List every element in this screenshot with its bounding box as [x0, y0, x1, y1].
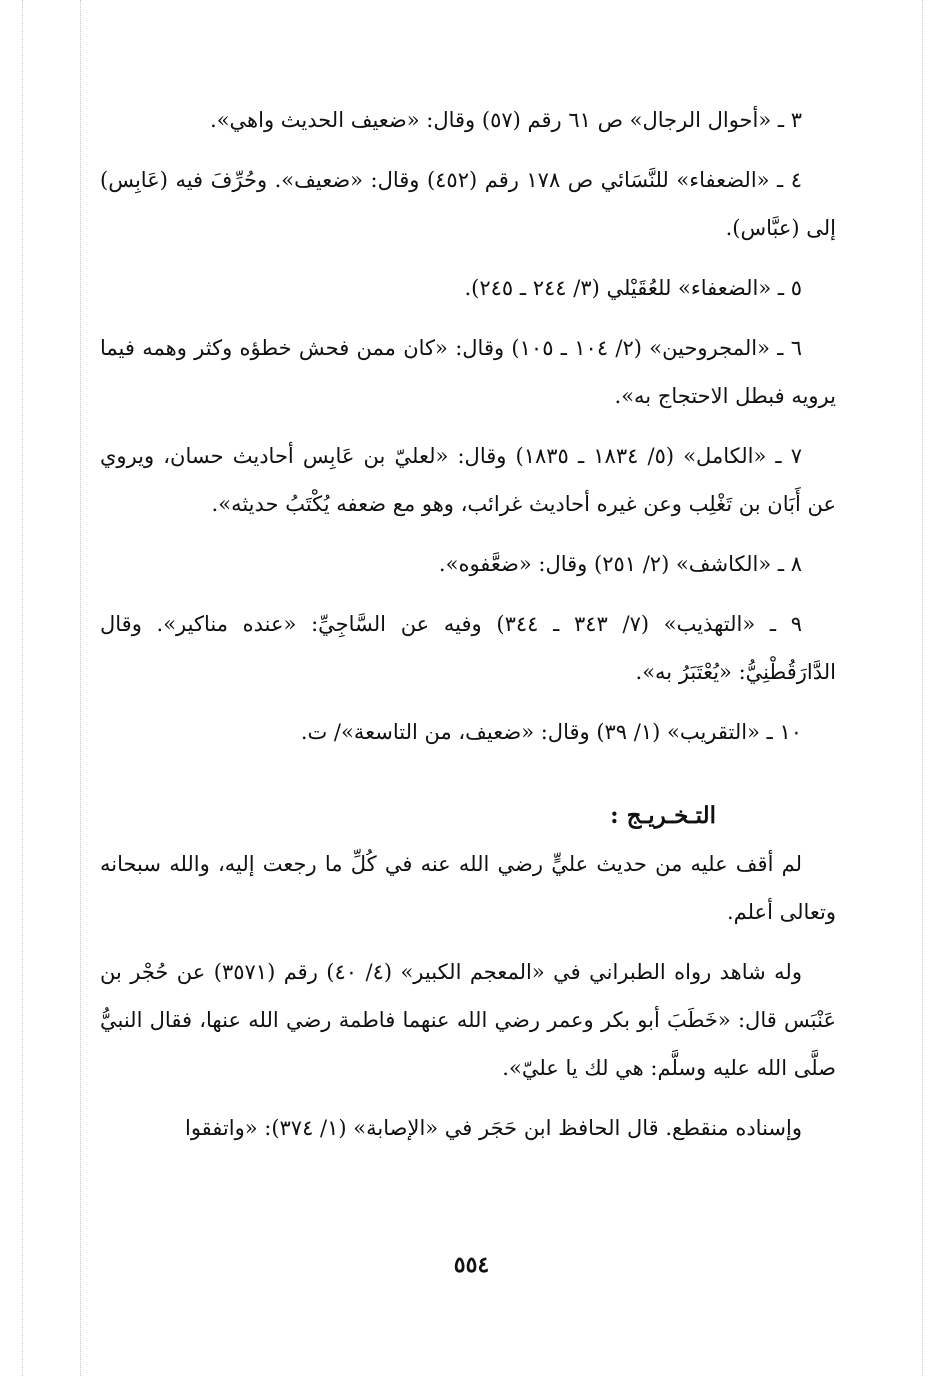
- takhrij-paragraph: وله شاهد رواه الطبراني في «المعجم الكبير» (٤/ ٤٠) رقم (٣٥٧١) عن حُجْر بن عَنْبَس قال: «خَطَبَ أبو بكر وعمر رضي الله عنهما فاطمة رضي الله عنها، فقال النبيُّ صلَّى الله عليه وسلَّم: هي لك يا عليّ».: [100, 960, 836, 1080]
- reference-item: ٤ ـ «الضعفاء» للنَّسَائي ص ١٧٨ رقم (٤٥٢) وقال: «ضعيف». وحُرِّفَ فيه (عَابِس) إلى (عبَّاس).: [100, 168, 836, 240]
- page-number: ٥٥٤: [453, 1252, 490, 1278]
- page-guide-line: [922, 0, 923, 1376]
- page-guide-line: [22, 0, 23, 1376]
- reference-item: ٧ ـ «الكامل» (٥/ ١٨٣٤ ـ ١٨٣٥) وقال: «لعليّ بن عَابِس أحاديث حسان، ويروي عن أَبَان بن تَغْلِب وعن غيره أحاديث غرائب، وهو مع ضعفه يُكْتَبُ حديثه».: [100, 444, 836, 516]
- reference-item: ٦ ـ «المجروحين» (٢/ ١٠٤ ـ ١٠٥) وقال: «كان ممن فحش خطؤه وكثر وهمه فيما يرويه فبطل الاحتجاج به».: [100, 336, 836, 408]
- reference-item: ١٠ ـ «التقريب» (١/ ٣٩) وقال: «ضعيف، من التاسعة»/ ت.: [300, 720, 802, 744]
- page-guide-line: [80, 0, 81, 1376]
- reference-item: ٨ ـ «الكاشف» (٢/ ٢٥١) وقال: «ضعَّفوه».: [438, 552, 802, 576]
- takhrij-paragraph: لم أقف عليه من حديث عليٍّ رضي الله عنه في كُلِّ ما رجعت إليه، والله سبحانه وتعالى أعلم.: [100, 852, 836, 924]
- reference-item: ٩ ـ «التهذيب» (٧/ ٣٤٣ ـ ٣٤٤) وفيه عن السَّاجِيِّ: «عنده مناكير». وقال الدَّارَقُطْنِيُّ: «يُعْتَبَرُ به».: [100, 612, 836, 684]
- reference-item: ٣ ـ «أحوال الرجال» ص ٦١ رقم (٥٧) وقال: «ضعيف الحديث واهي».: [210, 108, 802, 132]
- section-heading: التـخـريـج :: [610, 802, 716, 829]
- reference-item: ٥ ـ «الضعفاء» للعُقَيْلي (٣/ ٢٤٤ ـ ٢٤٥).: [464, 276, 802, 300]
- takhrij-paragraph: وإسناده منقطع. قال الحافظ ابن حَجَر في «الإصابة» (١/ ٣٧٤): «واتفقوا: [184, 1116, 802, 1140]
- page-body: [100, 96, 836, 1164]
